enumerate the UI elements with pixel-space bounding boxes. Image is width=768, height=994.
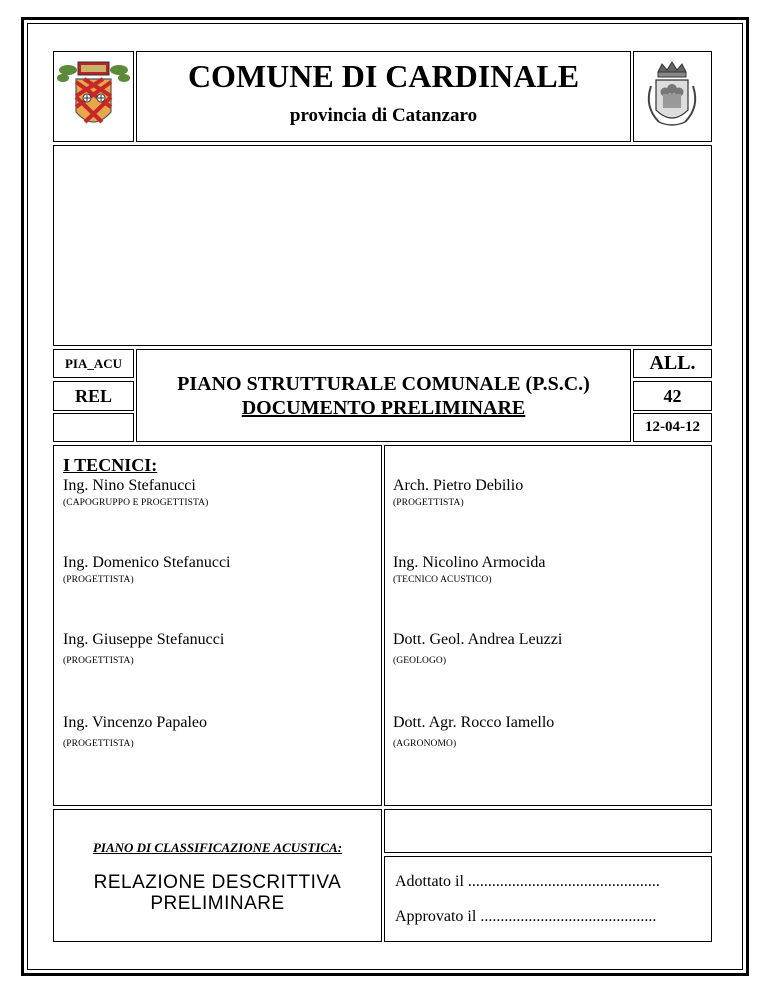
technician-name: Ing. Vincenzo Papaleo <box>63 714 208 731</box>
right-logo-cell <box>633 51 712 142</box>
technician-role: (PROGETTISTA) <box>63 656 134 666</box>
coat-of-arms-icon <box>54 52 133 141</box>
document-title-line1: RELAZIONE DESCRITTIVA <box>93 872 342 893</box>
technician-role: (PROGETTISTA) <box>63 739 134 749</box>
technician-role: (CAPOGRUPPO E PROGETTISTA) <box>63 498 209 508</box>
approved-date-line: Approvato il ............................................ <box>395 908 657 925</box>
document-title-line2: PRELIMINARE <box>150 893 285 914</box>
technician-role: (TECNICO ACUSTICO) <box>393 575 492 585</box>
technician-role: (PROGETTISTA) <box>393 498 464 508</box>
plan-title-line2-text: DOCUMENTO PRELIMINARE <box>241 397 526 419</box>
technician-name: Ing. Nicolino Armocida <box>393 554 546 571</box>
technician-role: (AGRONOMO) <box>393 739 457 749</box>
technicians-heading: I TECNICI: <box>63 455 158 475</box>
province-subtitle: provincia di Catanzaro <box>289 105 478 126</box>
technician-name: Ing. Domenico Stefanucci <box>63 554 231 571</box>
doc-type-cell: REL <box>53 381 134 411</box>
plan-title-line1: PIANO STRUTTURALE COMUNALE (P.S.C.) <box>177 373 590 395</box>
technician-name: Dott. Geol. Andrea Leuzzi <box>393 631 563 648</box>
left-logo-cell <box>53 51 134 142</box>
doc-blank-cell <box>53 413 134 442</box>
technician-name: Arch. Pietro Debilio <box>393 477 524 494</box>
technician-role: (GEOLOGO) <box>393 656 447 666</box>
plan-title-line2 <box>136 396 631 420</box>
technician-name: Ing. Giuseppe Stefanucci <box>63 631 225 648</box>
image-placeholder-area <box>53 145 712 346</box>
attachment-label-cell: ALL. <box>633 349 712 378</box>
technician-role: (PROGETTISTA) <box>63 575 134 585</box>
doc-code-cell: PIA_ACU <box>53 349 134 378</box>
technician-name: Dott. Agr. Rocco Iamello <box>393 714 555 731</box>
technician-name: Ing. Nino Stefanucci <box>63 477 196 494</box>
adopted-date-line: Adottato il ................................................ <box>395 873 660 890</box>
municipality-title: COMUNE DI CARDINALE <box>187 58 580 94</box>
stamp-blank-cell <box>384 809 712 853</box>
attachment-number-cell: 42 <box>633 381 712 411</box>
municipal-seal-icon <box>634 52 711 141</box>
date-cell: 12-04-12 <box>633 413 712 442</box>
approval-panel <box>384 856 712 942</box>
classification-heading: PIANO DI CLASSIFICAZIONE ACUSTICA: <box>92 840 343 855</box>
